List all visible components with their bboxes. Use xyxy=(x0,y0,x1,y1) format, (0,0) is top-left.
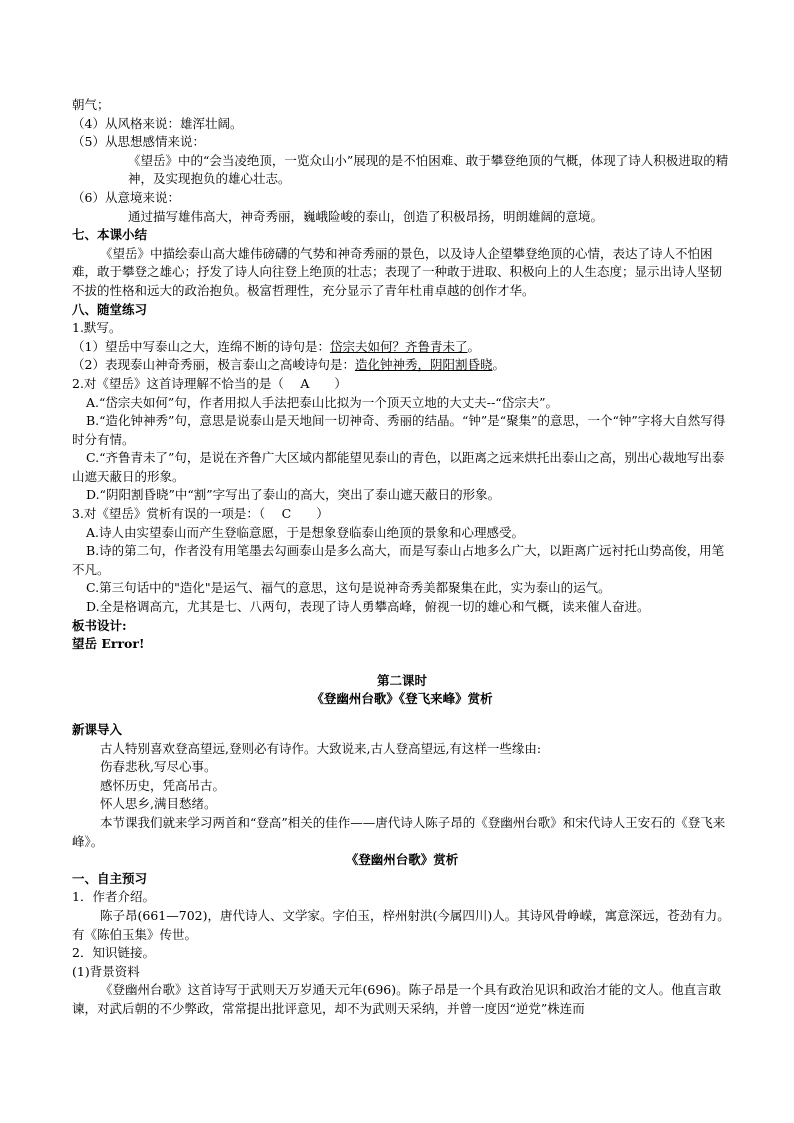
option: A.“岱宗夫如何”句，作者用拟人手法把泰山比拟为一个顶天立地的大丈夫--“岱宗夫”。 xyxy=(86,394,559,410)
question-text: （1）望岳中写泰山之大，连绵不断的诗句是： xyxy=(72,338,330,354)
text-line: （6）从意境来说： xyxy=(72,189,180,205)
text-line: 通过描写雄伟高大，神奇秀丽，巍峨险峻的泰山，创造了积极昂扬，明朗雄阔的意境。 xyxy=(128,208,604,224)
paragraph-text: 《望岳》中的“会当凌绝顶，一览众山小”展现的是不怕困难、敢于攀登绝顶的气概，体现了诗人积极进取的精神，及实现抱负的雄心壮志。 xyxy=(128,152,729,187)
text-line: 古人特别喜欢登高望远,登则必有诗作。大致说来,古人登高望远,有这样一些缘由: xyxy=(100,740,542,756)
answer-text: 岱宗夫如何？齐鲁青未了 xyxy=(329,338,468,354)
lesson-title: 第二课时 xyxy=(376,672,427,688)
text-line: 2．知识链接。 xyxy=(72,945,155,961)
board-line: 望岳 Error! xyxy=(72,636,145,652)
question-item xyxy=(72,338,732,357)
paragraph: 《望岳》中描绘泰山高大雄伟磅礴的气势和神奇秀丽的景色，以及诗人企望攀登绝顶的心情，表达了诗人不怕困难，敢于攀登之雄心；抒发了诗人向往登上绝顶的壮志；表现了一种敢于进取、积极向上的人生态度；显示出诗人坚韧不拔的性格和远大的政治抱负。极富哲理性，充分显示了青年杜甫卓越的创作才华。 xyxy=(72,245,723,298)
text-line: 感怀历史，凭高吊古。 xyxy=(100,777,226,793)
option: C.“齐鲁青未了”句，是说在齐鲁广大区域内都能望见泰山的青色，以距离之远来烘托出泰山之高，别出心裁地写出泰山遮天蔽日的形象。 xyxy=(72,450,725,484)
document-page xyxy=(72,96,732,1019)
option: D.“阴阳割昏晓”中“割”字写出了泰山的高大，突出了泰山遮天蔽日的形象。 xyxy=(86,487,501,503)
text-line: （5）从思想感情来说： xyxy=(72,134,205,150)
text-line: 1．作者介绍。 xyxy=(72,889,155,905)
paragraph xyxy=(72,152,732,189)
section-heading: 七、本课小结 xyxy=(72,227,148,243)
lesson-subtitle: 《登幽州台歌》《登飞来峰》赏析 xyxy=(311,691,493,707)
text-line: 伤春悲秋,写尽心事。 xyxy=(100,759,217,775)
answer-text: 造化钟神秀，阴阳割昏晓 xyxy=(354,357,493,373)
text-line: 朝气； xyxy=(72,97,110,112)
question-item xyxy=(72,356,732,375)
poem-title: 《登幽州台歌》赏析 xyxy=(345,852,459,868)
section-heading: 八、随堂练习 xyxy=(72,301,148,317)
section-heading: 一、自主预习 xyxy=(72,870,148,886)
paragraph: 本节课我们就来学习两首和“登高”相关的佳作——唐代诗人陈子昂的《登幽州台歌》和宋代诗人王安石的《登飞来峰》。 xyxy=(72,814,726,849)
option: B.“造化钟神秀”句，意思是说泰山是天地间一切神奇、秀丽的结晶。“钟”是“聚集”的意思，一个“钟”字将大自然写得时分有情。 xyxy=(72,413,726,447)
section-heading: 新课导入 xyxy=(72,722,123,737)
paragraph: 《登幽州台歌》这首诗写于武则天万岁通天元年(696)。陈子昂是一个具有政治见识和政治才能的文人。他直言敢谏，对武后朝的不少弊政，常常提出批评意见，却不为武则天采纳，并曾一度因“逆党”株连而 xyxy=(72,982,722,1016)
option: B.诗的第二句，作者没有用笔墨去勾画泰山是多么高大，而是写泰山占地多么广大，以距离广远衬托山势高俊，用笔不凡。 xyxy=(72,543,725,577)
punctuation: 。 xyxy=(492,357,505,373)
text-line: 怀人思乡,满目愁绪。 xyxy=(100,796,217,812)
question: 3.对《望岳》赏析有误的一项是：（ C ） xyxy=(72,506,329,522)
option: A.诗人由实望泰山而产生登临意愿，于是想象登临泰山绝顶的景象和心理感受。 xyxy=(86,524,525,540)
text-line: （4）从风格来说：雄浑壮阔。 xyxy=(72,115,243,131)
punctuation: 。 xyxy=(467,338,480,354)
question: 2.对《望岳》这首诗理解不恰当的是（ A ） xyxy=(72,375,347,391)
option: C.第三句话中的"造化"是运气、福气的意思，这句是说神奇秀美都聚集在此，实为泰山的运气。 xyxy=(86,580,611,596)
paragraph: 陈子昂(661—702)，唐代诗人、文学家。字伯玉，梓州射洪(今属四川)人。其诗风骨峥嵘，寓意深远，苍劲有力。有《陈伯玉集》传世。 xyxy=(72,907,730,942)
question: 1.默写。 xyxy=(72,320,122,336)
section-heading: 板书设计: xyxy=(72,617,127,633)
question-text: （2）表现泰山神奇秀丽，极言泰山之高峻诗句是： xyxy=(72,357,355,373)
text-line: (1)背景资料 xyxy=(72,963,140,979)
option: D.全是格调高亢，尤其是七、八两句，表现了诗人勇攀高峰，俯视一切的雄心和气概，读来催人奋进。 xyxy=(86,599,650,615)
